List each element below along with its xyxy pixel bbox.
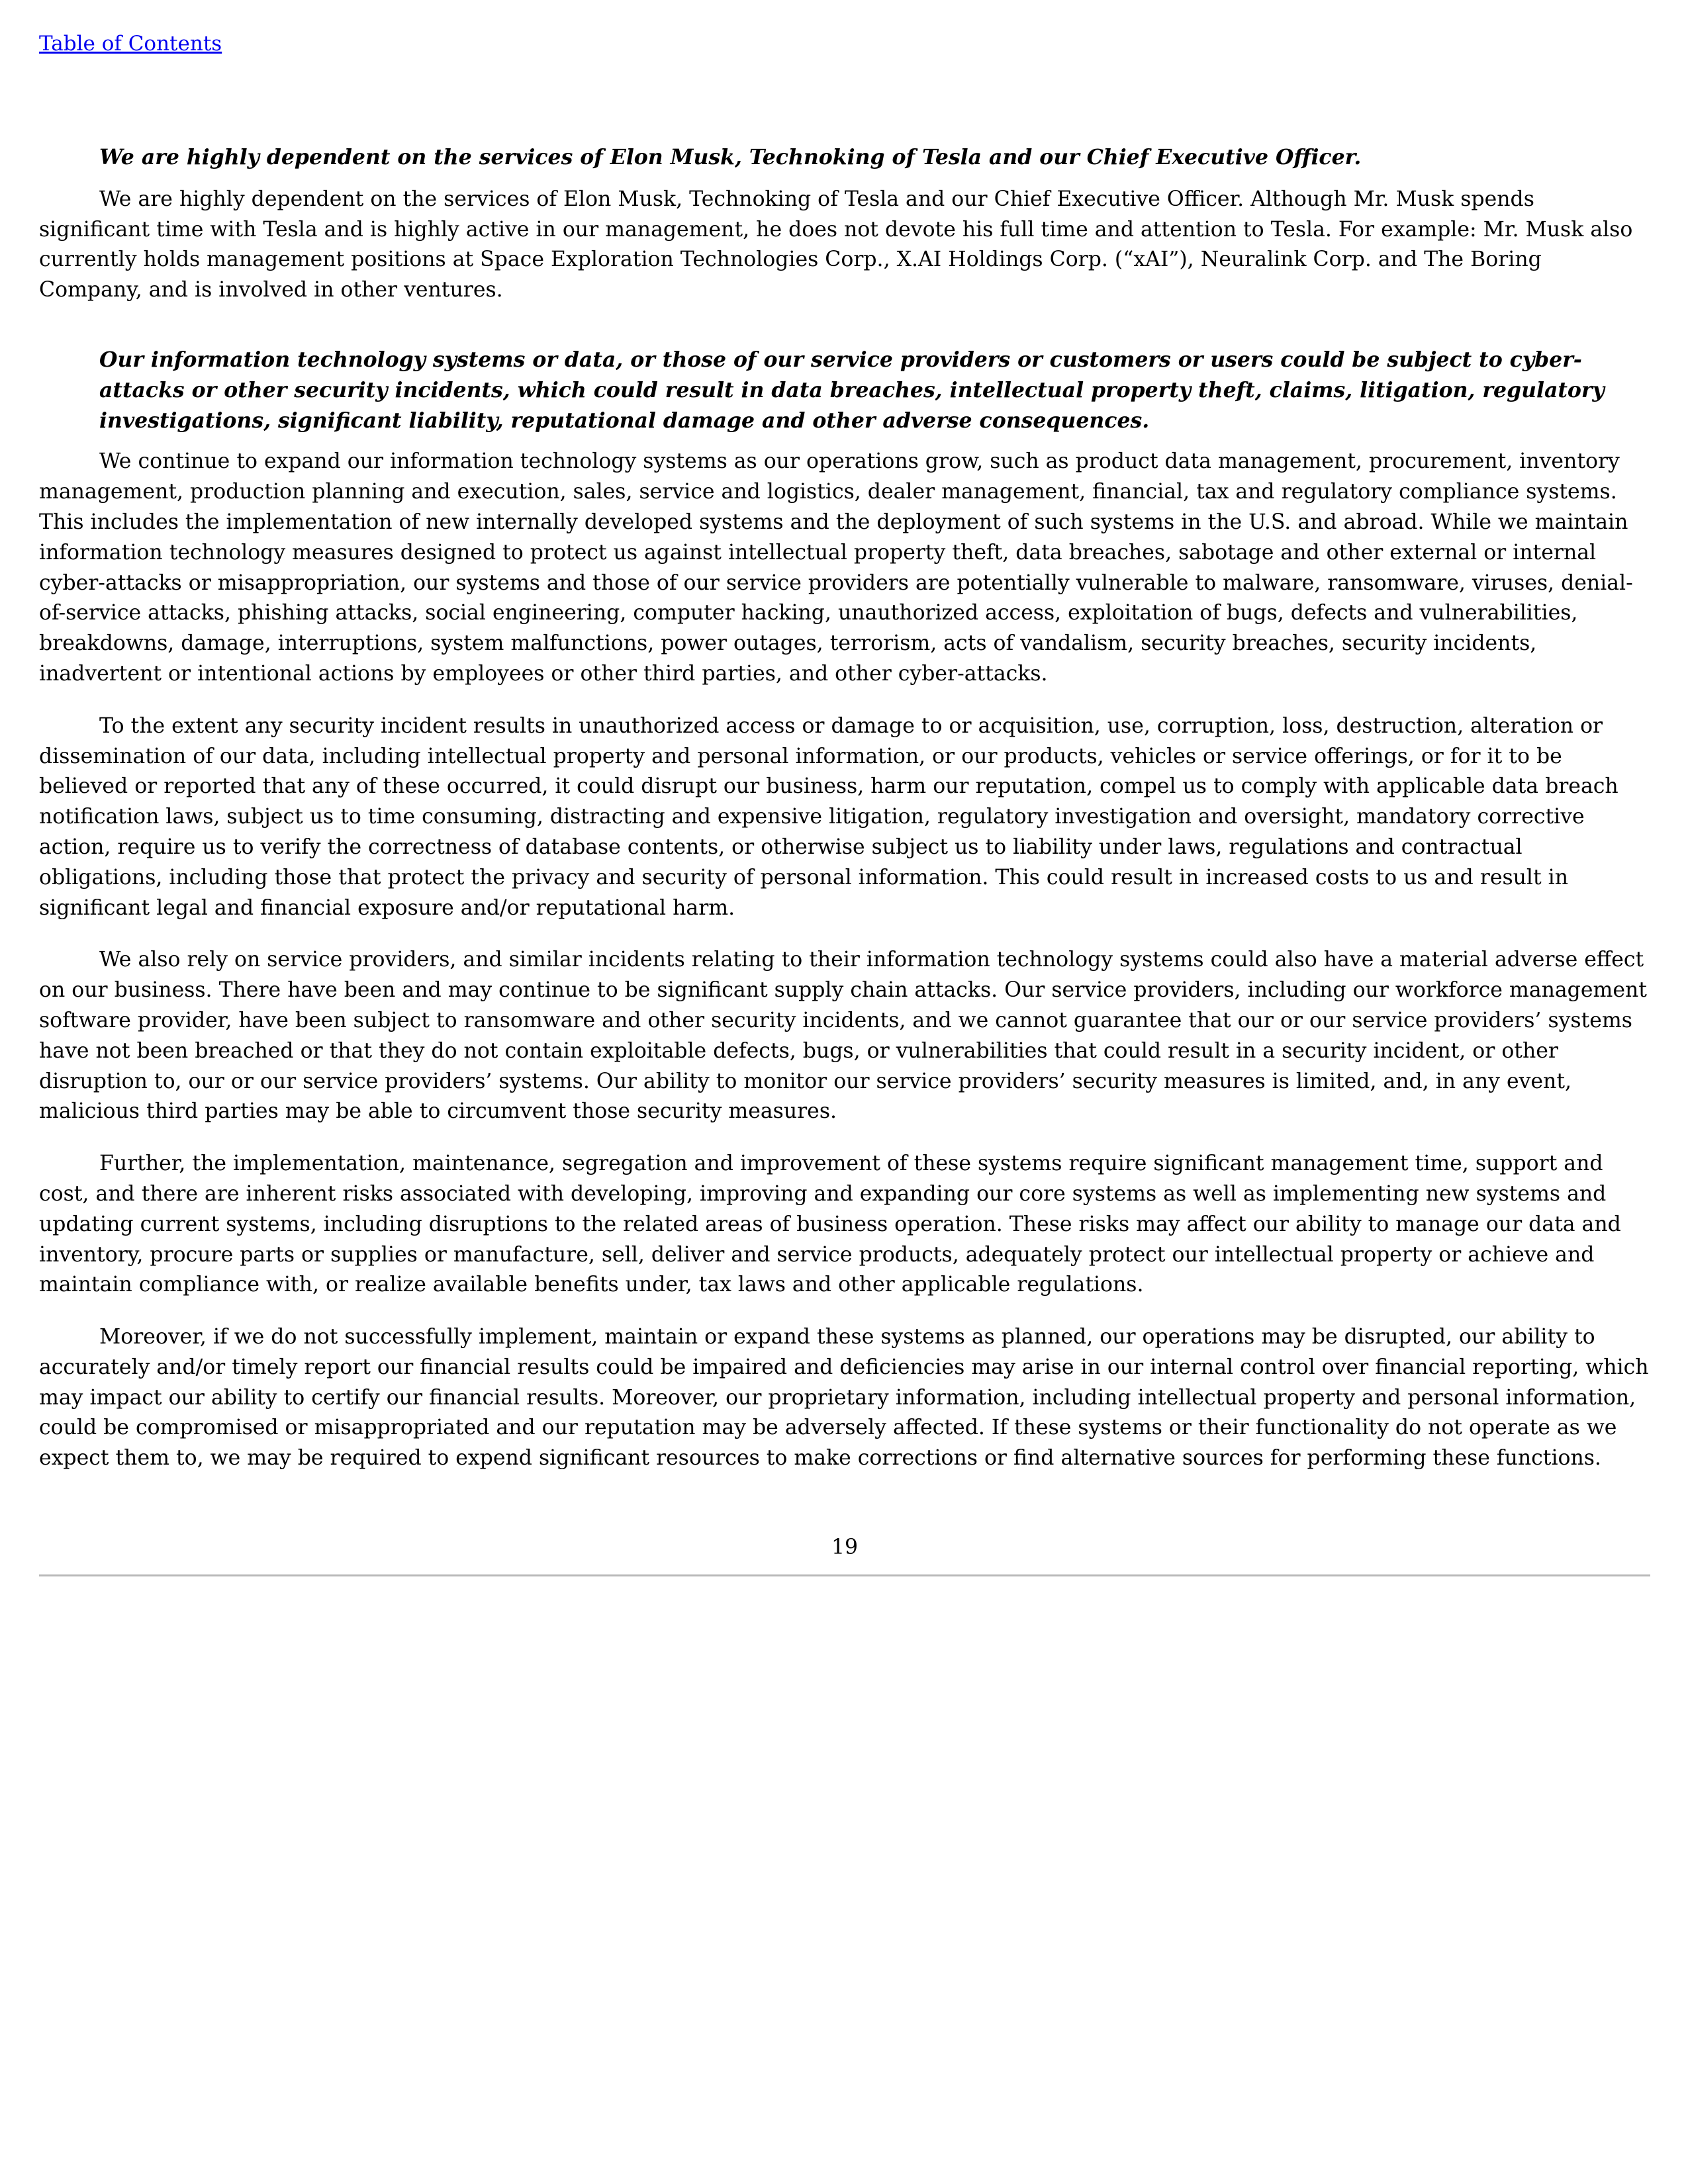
document-body [39, 142, 1650, 1474]
page-number: 19 [831, 1535, 859, 1559]
paragraph-service-providers: We also rely on service providers, and similar incidents relating to their information technology systems could also have a material adverse effect on our business. There have been and may continue to be significant supply chain attacks. Our service providers, including our workforce management software provider, have been subject to ransomware and other security incidents, and we cannot guarantee that our or our service providers’ systems have not been breached or that they do not contain exploitable defects, bugs, or vulnerabilities that could result in a security incident, or other disruption to, our or our service providers’ systems. Our ability to monitor our service providers’ security measures is limited, and, in any event, malicious third parties may be able to circumvent those security measures. [39, 948, 1647, 1124]
paragraph-implementation-risks: Further, the implementation, maintenance, segregation and improvement of these systems require significant management time, support and cost, and there are inherent risks associated with developing, improving and expanding our core systems as well as implementing new systems and updating current systems, including disruptions to the related areas of business operation. These risks may affect our ability to manage our data and inventory, procure parts or supplies or manufacture, sell, deliver and service products, adequately protect our intellectual property or achieve and maintain compliance with, or realize available benefits under, tax laws and other applicable regulations. [39, 1152, 1621, 1297]
risk-heading-ceo-dependence: We are highly dependent on the services of Elon Musk, Technoking of Tesla and our Chief Executive Officer. [99, 145, 1362, 169]
paragraph-ceo-dependence: We are highly dependent on the services of Elon Musk, Technoking of Tesla and our Chief Executive Officer. Although Mr. Musk spends significant time with Tesla and is highly active in our management, he does not devote his full time and attention to Tesla. For example: Mr. Musk also currently holds management positions at Space Exploration Technologies Corp., X.AI Holdings Corp. (“xAI”), Neuralink Corp. and The Boring Company, and is involved in other ventures. [39, 187, 1633, 302]
paragraph-it-systems-expansion: We continue to expand our information technology systems as our operations grow, such as product data management, procurement, inventory management, production planning and execution, sales, service and logistics, dealer management, financial, tax and regulatory compliance systems. This includes the implementation of new internally developed systems and the deployment of such systems in the U.S. and abroad. While we maintain information technology measures designed to protect us against intellectual property theft, data breaches, sabotage and other external or internal cyber-attacks or misappropriation, our systems and those of our service providers are potentially vulnerable to malware, ransomware, viruses, denial-of-service attacks, phishing attacks, social engineering, computer hacking, unauthorized access, exploitation of bugs, defects and vulnerabilities, breakdowns, damage, interruptions, system malfunctions, power outages, terrorism, acts of vandalism, security breaches, security incidents, inadvertent or intentional actions by employees or other third parties, and other cyber-attacks. [39, 449, 1633, 686]
risk-heading-cyber-security: Our information technology systems or data, or those of our service providers or customers or users could be subject to cyber-attacks or other security incidents, which could result in data breaches, intellectual property theft, claims, litigation, regulatory investigations, significant liability, reputational damage and other adverse consequences. [99, 347, 1605, 433]
paragraph-security-incident-impact: To the extent any security incident results in unauthorized access or damage to or acquisition, use, corruption, loss, destruction, alteration or dissemination of our data, including intellectual property and personal information, or our products, vehicles or service offerings, or for it to be believed or reported that any of these occurred, it could disrupt our business, harm our reputation, compel us to comply with applicable data breach notification laws, subject us to time consuming, distracting and expensive litigation, regulatory investigation and oversight, mandatory corrective action, require us to verify the correctness of database contents, or otherwise subject us to liability under laws, regulations and contractual obligations, including those that protect the privacy and security of personal information. This could result in increased costs to us and result in significant legal and financial exposure and/or reputational harm. [39, 713, 1618, 920]
paragraph-disruption-consequences: Moreover, if we do not successfully implement, maintain or expand these systems as planned, our operations may be disrupted, our ability to accurately and/or timely report our financial results could be impaired and deficiencies may arise in our internal control over financial reporting, which may impact our ability to certify our financial results. Moreover, our proprietary information, including intellectual property and personal information, could be compromised or misappropriated and our reputation may be adversely affected. If these systems or their functionality do not operate as we expect them to, we may be required to expend significant resources to make corrections or find alternative sources for performing these functions. [39, 1325, 1649, 1471]
footer-divider [39, 1574, 1650, 1576]
table-of-contents-link[interactable]: Table of Contents [39, 32, 222, 56]
